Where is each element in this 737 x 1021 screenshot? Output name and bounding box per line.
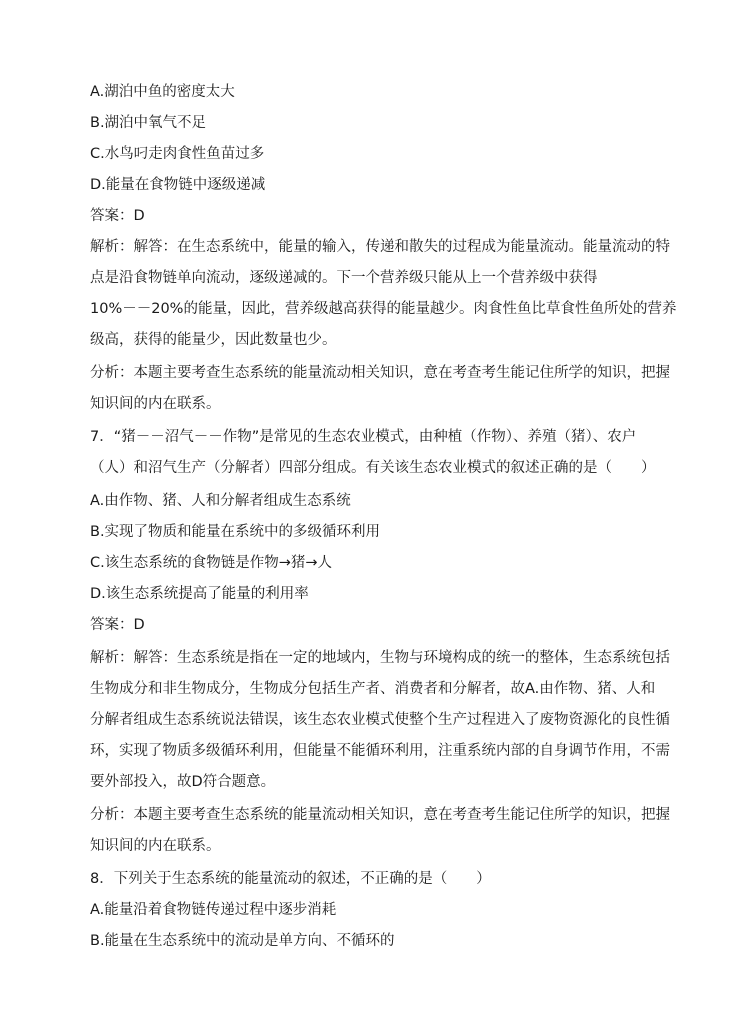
q6-analysis-line: 10%－－20%的能量，因此，营养级越高获得的能量越少。肉食性鱼比草食性鱼所处的营养 bbox=[90, 301, 677, 317]
q7-option-b: B.实现了物质和能量在系统中的多级循环利用 bbox=[90, 524, 381, 540]
q7-analysis-line: 解析：解答：生态系统是指在一定的地域内，生物与环境构成的统一的整体，生态系统包括 bbox=[90, 650, 670, 666]
q7-summary-line: 知识间的内在联系。 bbox=[90, 838, 221, 854]
q6-option-c: C.水鸟叼走肉食性鱼苗过多 bbox=[90, 146, 265, 162]
q7-summary bbox=[90, 800, 670, 862]
q7-option-d: D.该生态系统提高了能量的利用率 bbox=[90, 586, 309, 602]
q7-stem-line: 7．“猪－－沼气－－作物”是常见的生态农业模式，由种植（作物）、养殖（猪）、农户 bbox=[90, 429, 637, 445]
q7-analysis-line: 分解者组成生态系统说法错误，该生态农业模式使整个生产过程进入了废物资源化的良性循 bbox=[90, 712, 670, 728]
q6-summary-line: 知识间的内在联系。 bbox=[90, 396, 221, 412]
q7-analysis-line: 要外部投入，故D符合题意。 bbox=[90, 774, 276, 790]
q7-analysis bbox=[90, 643, 670, 798]
q7-options bbox=[90, 486, 660, 641]
q7-summary-line: 分析：本题主要考查生态系统的能量流动相关知识，意在考查考生能记住所学的知识，把握 bbox=[90, 807, 670, 823]
q7-option-c: C.该生态系统的食物链是作物→猪→人 bbox=[90, 555, 333, 571]
q6-analysis-line: 解析：解答：在生态系统中，能量的输入，传递和散失的过程成为能量流动。能量流动的特 bbox=[90, 239, 670, 255]
q7-stem-line: （人）和沼气生产（分解者）四部分组成。有关该生态农业模式的叙述正确的是（ ） bbox=[90, 460, 656, 476]
q8-block bbox=[90, 864, 660, 957]
q6-analysis bbox=[90, 232, 677, 356]
q8-option-b: B.能量在生态系统中的流动是单方向、不循环的 bbox=[90, 933, 395, 949]
q7-answer: 答案：D bbox=[90, 617, 145, 633]
q8-stem: 8．下列关于生态系统的能量流动的叙述，不正确的是（ ） bbox=[90, 871, 491, 887]
q7-option-a: A.由作物、猪、人和分解者组成生态系统 bbox=[90, 493, 351, 509]
document-page bbox=[90, 80, 677, 959]
q6-summary bbox=[90, 358, 670, 420]
q7-stem bbox=[90, 422, 660, 484]
q6-option-a: A.湖泊中鱼的密度太大 bbox=[90, 84, 235, 100]
q6-option-d: D.能量在食物链中逐级递减 bbox=[90, 177, 266, 193]
q8-option-a: A.能量沿着食物链传递过程中逐步消耗 bbox=[90, 902, 337, 918]
q6-option-b: B.湖泊中氧气不足 bbox=[90, 115, 207, 131]
q6-summary-line: 分析：本题主要考查生态系统的能量流动相关知识，意在考查考生能记住所学的知识，把握 bbox=[90, 365, 670, 381]
q6-answer: 答案：D bbox=[90, 208, 145, 224]
q6-analysis-line: 点是沿食物链单向流动，逐级递减的。下一个营养级只能从上一个营养级中获得 bbox=[90, 270, 598, 286]
q7-analysis-line: 环，实现了物质多级循环利用，但能量不能循环利用，注重系统内部的自身调节作用，不需 bbox=[90, 743, 670, 759]
q6-analysis-line: 级高，获得的能量少，因此数量也少。 bbox=[90, 332, 337, 348]
q7-analysis-line: 生物成分和非生物成分，生物成分包括生产者、消费者和分解者，故A.由作物、猪、人和 bbox=[90, 681, 656, 697]
